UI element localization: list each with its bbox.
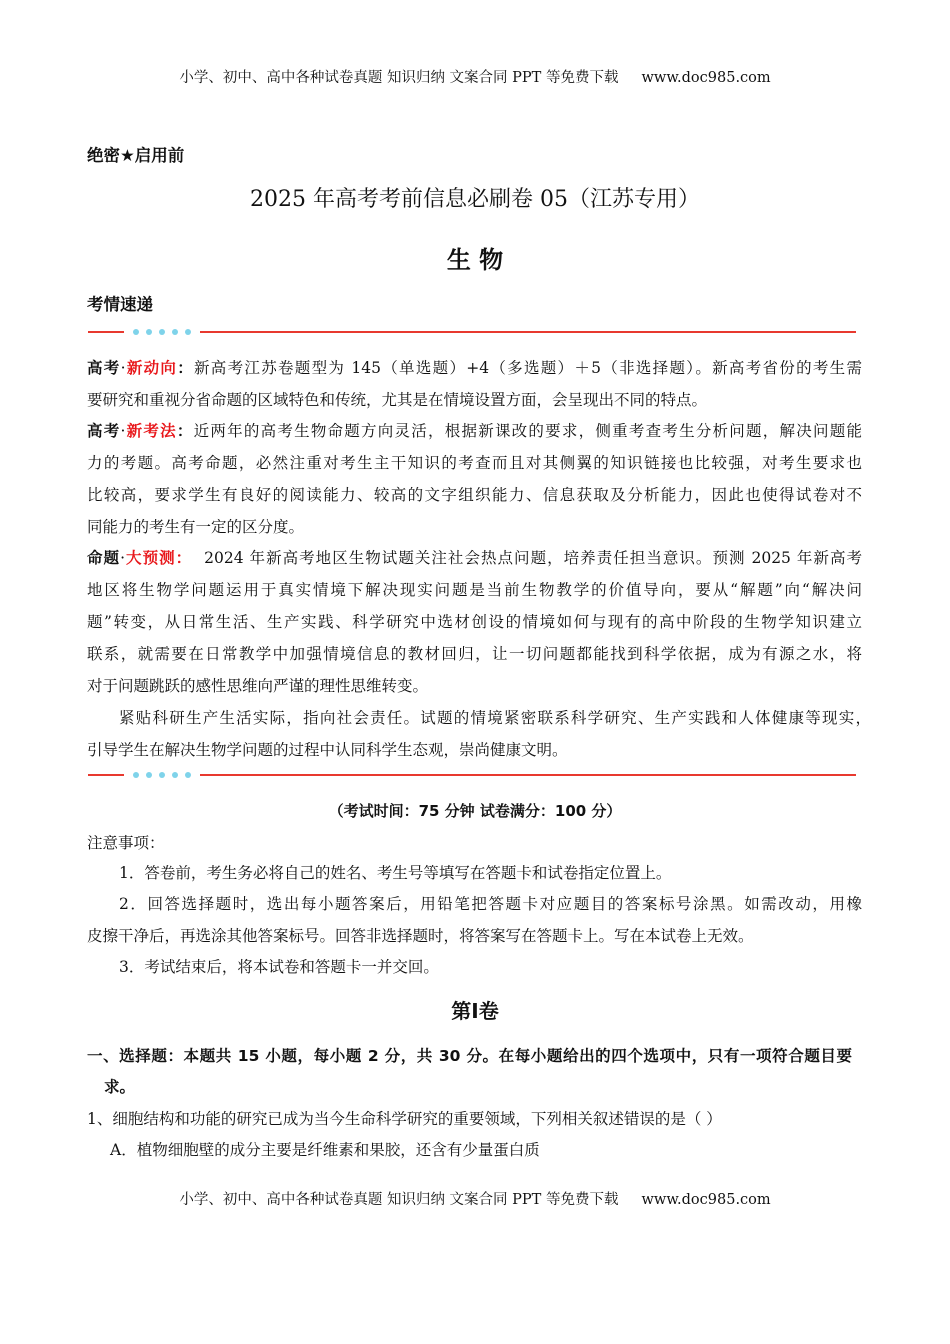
- part-title: 第Ⅰ卷: [451, 999, 499, 1023]
- question-stem: 1、细胞结构和功能的研究已成为当今生命科学研究的重要领域，下列相关叙述错误的是（ ）: [87, 1110, 722, 1128]
- paragraph-line: 题”转变，从日常生活、生产实践、科学研究中选材创设的情境如何与现有的高中阶段的生物学知识建立: [87, 613, 862, 631]
- paragraph-new-method: 高考·新考法：近两年的高考生物命题方向灵活，根据新课改的要求，侧重考查考生分析问题，解决问题能: [87, 422, 862, 440]
- footer-url[interactable]: www.doc985.com: [641, 1192, 771, 1208]
- notes-heading: 注意事项：: [87, 834, 165, 852]
- paragraph-prediction: 命题·大预测： 2024 年新高考地区生物试题关注社会热点问题，培养责任担当意识。预测 2025 年新高考: [87, 549, 862, 567]
- decorative-divider: [88, 327, 856, 337]
- section-instructions: 一、选择题：本题共 15 小题，每小题 2 分，共 30 分。在每小题给出的四个选项中，只有一项符合题目要: [87, 1047, 852, 1065]
- paragraph-social: 紧贴科研生产生活实际，指向社会责任。试题的情境紧密联系科学研究、生产实践和人体健康等现实，: [119, 709, 871, 727]
- paragraph-line: 联系，就需要在日常教学中加强情境信息的教材回归，让一切问题都能找到科学依据，成为有源之水，将: [87, 645, 862, 663]
- note-item: 2．回答选择题时，选出每小题答案后，用铅笔把答题卡对应题目的答案标号涂黑。如需改动，用橡: [119, 895, 862, 913]
- question-option-a: A．植物细胞壁的成分主要是纤维素和果胶，还含有少量蛋白质: [110, 1141, 540, 1159]
- decorative-divider: [88, 770, 856, 780]
- subject-title: 生 物: [446, 245, 504, 274]
- note-item: 1．答卷前，考生务必将自己的姓名、考生号等填写在答题卡和试卷指定位置上。: [119, 864, 672, 882]
- section-instructions-cont: 求。: [104, 1078, 136, 1096]
- header-url[interactable]: www.doc985.com: [641, 70, 771, 86]
- paragraph-line: 对于问题跳跃的感性思维向严谨的理性思维转变。: [87, 677, 429, 695]
- confidential-mark: 绝密★启用前: [87, 146, 185, 165]
- page-header: [0, 68, 950, 88]
- paragraph-line: 地区将生物学问题运用于真实情境下解决现实问题是当前生物教学的价值导向，要从“解题”向“解决问: [87, 581, 862, 599]
- paragraph-line: 同能力的考生有一定的区分度。: [87, 518, 305, 536]
- paragraph-line: 要研究和重视分省命题的区域特色和传统，尤其是在情境设置方面，会呈现出不同的特点。: [87, 391, 708, 409]
- paragraph-line: 引导学生在解决生物学问题的过程中认同科学生态观，崇尚健康文明。: [87, 741, 568, 759]
- header-text: 小学、初中、高中各种试卷真题 知识归纳 文案合同 PPT 等免费下载: [179, 70, 619, 86]
- page-footer: [0, 1190, 950, 1210]
- document-title: 2025 年高考考前信息必刷卷 05（江苏专用）: [250, 187, 700, 212]
- paragraph-line: 比较高，要求学生有良好的阅读能力、较高的文字组织能力、信息获取及分析能力，因此也使得试卷对不: [87, 486, 862, 504]
- note-item: 皮擦干净后，再选涂其他答案标号。回答非选择题时，将答案写在答题卡上。写在本试卷上无效。: [87, 927, 754, 945]
- paragraph-new-trend: 高考·新动向：新高考江苏卷题型为 145（单选题）+4（多选题）＋5（非选择题）。新高考省份的考生需: [87, 359, 862, 377]
- footer-text: 小学、初中、高中各种试卷真题 知识归纳 文案合同 PPT 等免费下载: [179, 1192, 619, 1208]
- note-item: 3．考试结束后，将本试卷和答题卡一并交回。: [119, 958, 439, 976]
- paragraph-line: 力的考题。高考命题，必然注重对考生主干知识的考查而且对其侧翼的知识链接也比较强，对考生要求也: [87, 454, 862, 472]
- exam-info: （考试时间：75 分钟 试卷满分：100 分）: [328, 802, 622, 820]
- section-heading: 考情速递: [87, 295, 153, 314]
